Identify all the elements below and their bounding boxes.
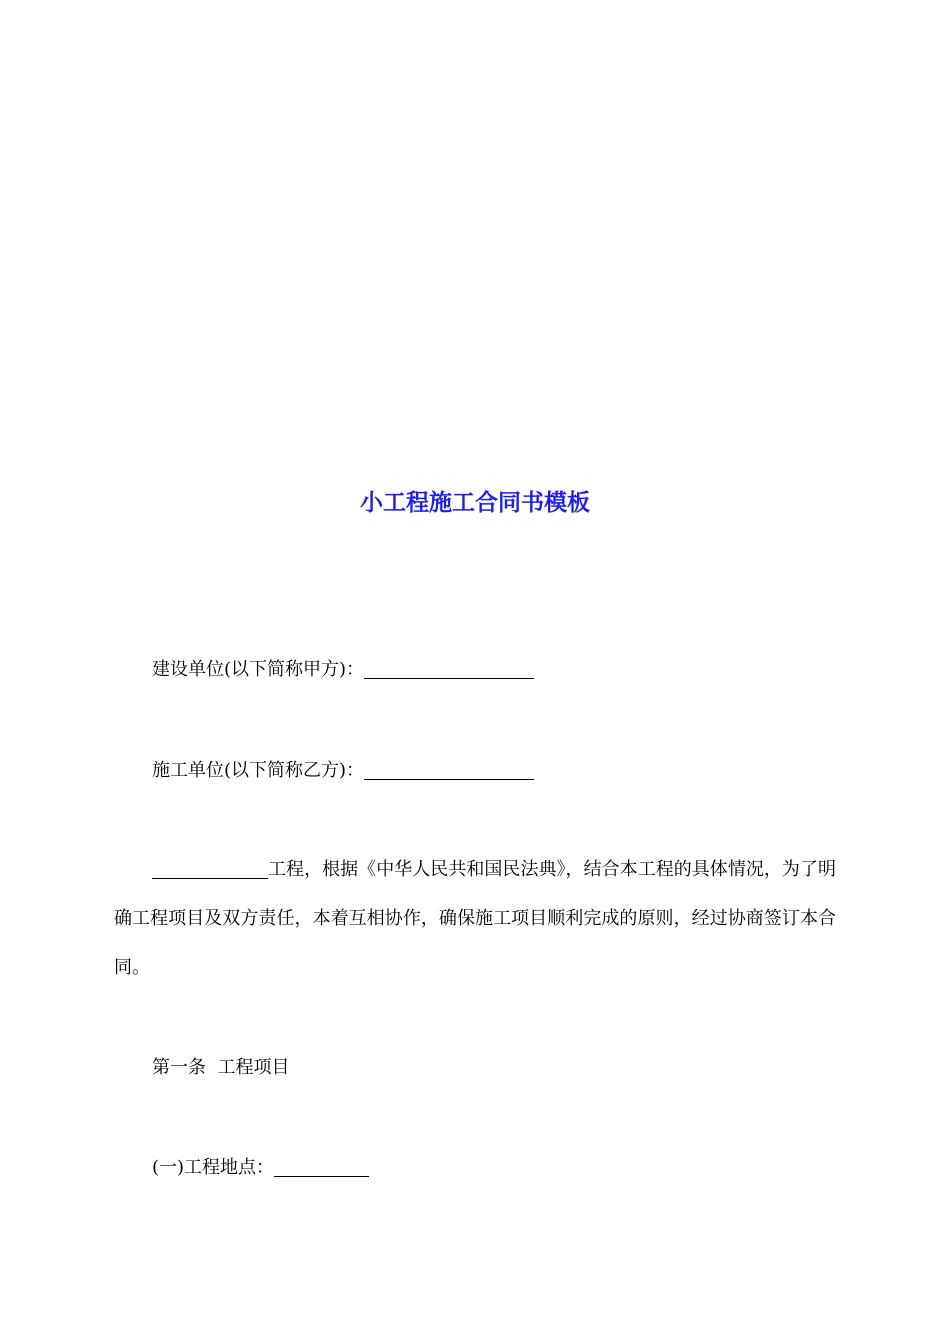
party-a-blank[interactable] [364, 660, 534, 679]
party-b-blank[interactable] [364, 761, 534, 780]
party-a-label: 建设单位(以下简称甲方)： [152, 659, 365, 680]
project-location-blank[interactable] [274, 1158, 369, 1177]
article-1-heading-text: 第一条 工程项目 [152, 1057, 290, 1078]
party-b-line [114, 746, 836, 795]
party-b-label: 施工单位(以下简称乙方)： [152, 760, 365, 781]
intro-paragraph [114, 845, 836, 992]
item-1-label: (一)工程地点： [152, 1157, 275, 1178]
party-a-line [114, 645, 836, 694]
item-1-line [114, 1143, 836, 1192]
article-1-heading [114, 1043, 836, 1092]
project-name-blank[interactable] [152, 860, 268, 879]
intro-text: 工程，根据《中华人民共和国民法典》，结合本工程的具体情况，为了明确工程项目及双方责任，本着互相协作，确保施工项目顺利完成的原则，经过协商签订本合同。 [114, 859, 836, 978]
document-title: 小工程施工合同书模板 [360, 489, 590, 516]
